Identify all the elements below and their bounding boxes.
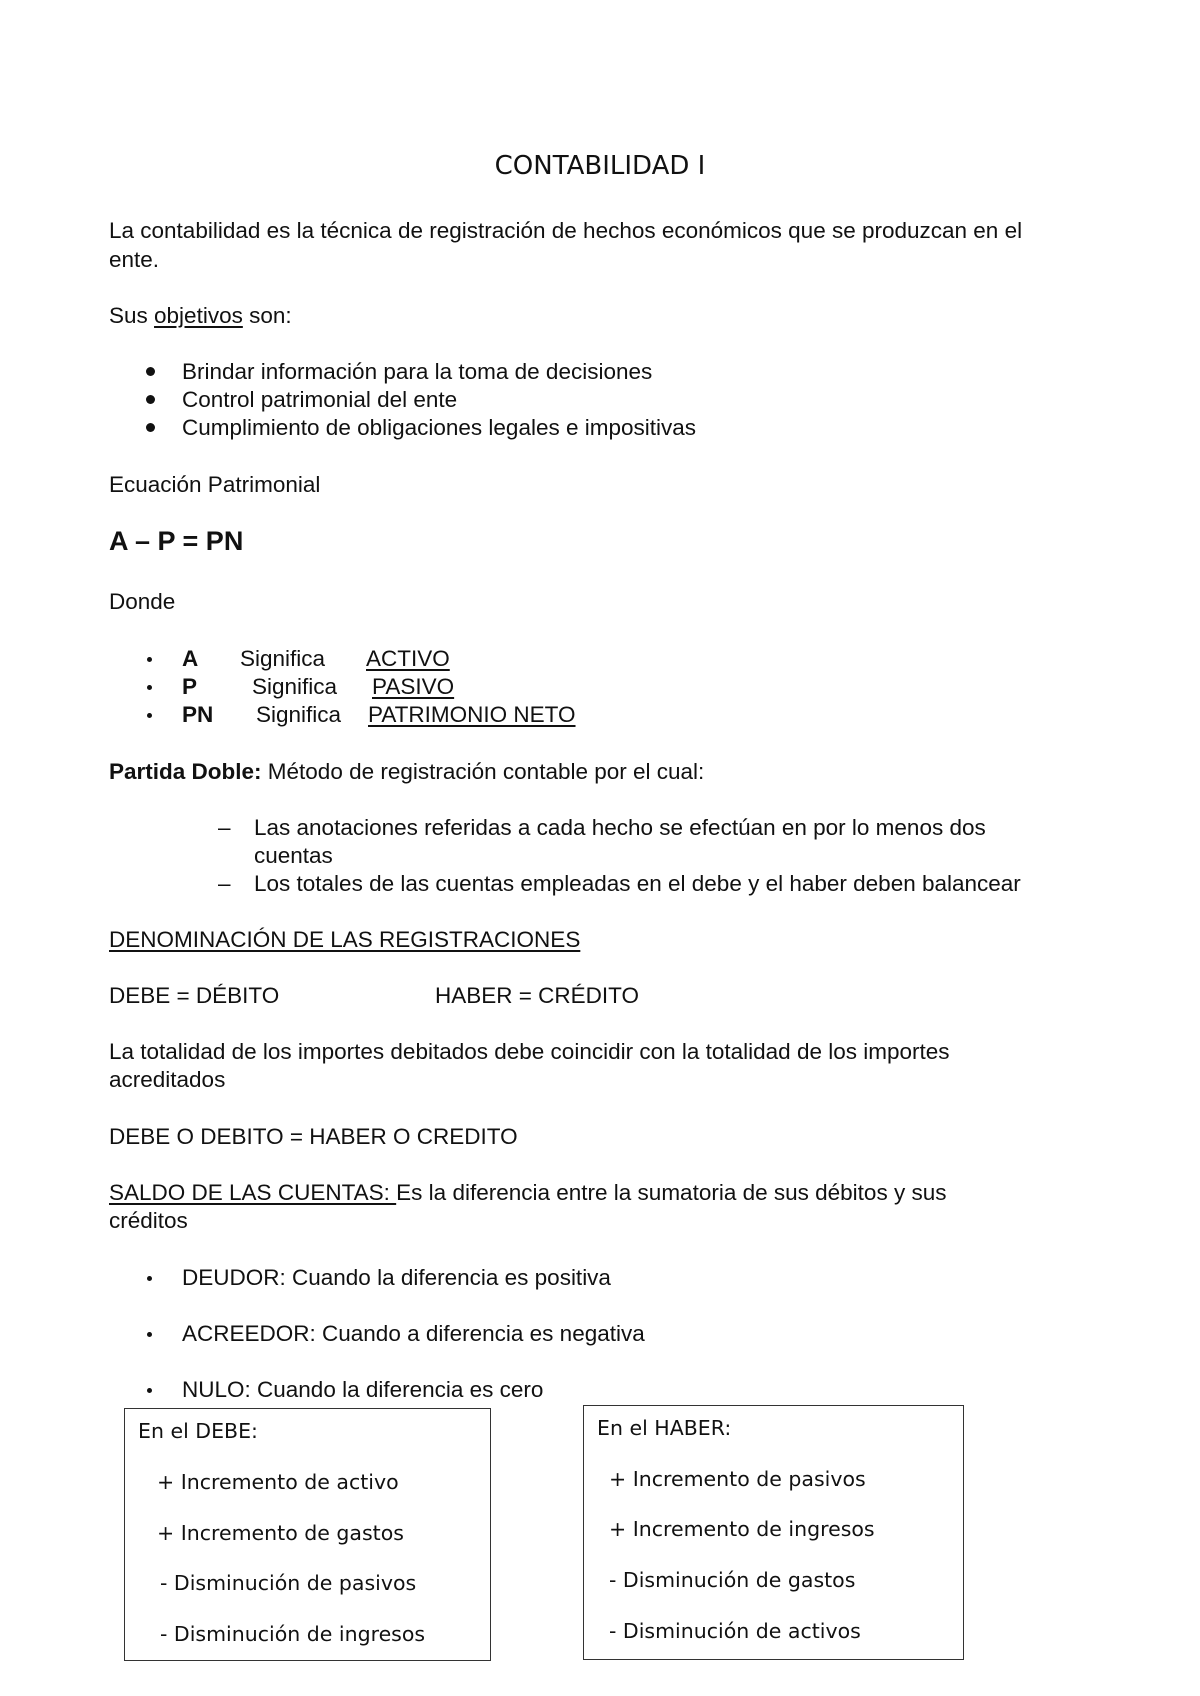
haber-box-item: + Incremento de ingresos: [609, 1517, 875, 1541]
debe-haber-equality: DEBE O DEBITO = HABER O CREDITO: [109, 1124, 518, 1149]
intro-line-1: La contabilidad es la técnica de registración de hechos económicos que se produzcan en el: [109, 218, 1023, 243]
objective-item: Control patrimonial del ente: [182, 387, 458, 412]
bullet-icon: [146, 395, 155, 404]
debe-equals-debito: DEBE = DÉBITO: [109, 983, 280, 1008]
partida-doble-label: Partida Doble:: [109, 759, 262, 784]
debe-box-item: - Disminución de ingresos: [160, 1622, 426, 1646]
equation-formula: A – P = PN: [109, 526, 244, 556]
totalidad-line-1: La totalidad de los importes debitados debe coincidir con la totalidad de los importes: [109, 1039, 950, 1064]
objectives-suffix: son:: [242, 303, 292, 328]
definition-symbol: A: [182, 646, 199, 671]
partida-doble-text: Método de registración contable por el cual:: [261, 759, 705, 784]
saldo-text: Es la diferencia entre la sumatoria de sus débitos y sus: [396, 1180, 947, 1205]
bullet-icon: [147, 1276, 152, 1281]
bullet-icon: [147, 685, 152, 690]
definition-symbol: P: [182, 674, 198, 699]
debe-box-item: + Incremento de activo: [157, 1470, 399, 1494]
saldo-item: ACREEDOR: Cuando a diferencia es negativa: [182, 1321, 645, 1346]
definition-meaning: PASIVO: [372, 674, 455, 699]
definition-verb: Significa: [240, 646, 326, 671]
registraciones-heading: DENOMINACIÓN DE LAS REGISTRACIONES: [109, 927, 581, 952]
partida-item-line: Los totales de las cuentas empleadas en el debe y el haber deben balancear: [254, 871, 1021, 896]
saldo-line-2: créditos: [109, 1208, 188, 1233]
definition-verb: Significa: [252, 674, 338, 699]
objectives-prefix: Sus: [109, 303, 155, 328]
haber-box-item: + Incremento de pasivos: [609, 1467, 866, 1491]
haber-equals-credito: HABER = CRÉDITO: [435, 983, 640, 1008]
bullet-icon: [147, 1332, 152, 1337]
definition-symbol: PN: [182, 702, 214, 727]
objective-item: Brindar información para la toma de decisiones: [182, 359, 653, 384]
partida-item-line: cuentas: [254, 843, 333, 868]
equation-heading: Ecuación Patrimonial: [109, 472, 321, 497]
objectives-intro: [109, 302, 292, 330]
partida-item-line: Las anotaciones referidas a cada hecho se efectúan en por lo menos dos: [254, 815, 986, 840]
saldo-label: SALDO DE LAS CUENTAS:: [109, 1180, 397, 1205]
haber-box-item: - Disminución de gastos: [609, 1568, 856, 1592]
haber-box-heading: En el HABER:: [597, 1416, 732, 1440]
debe-box-heading: En el DEBE:: [138, 1419, 258, 1443]
dash-icon: –: [218, 815, 231, 840]
dash-icon: –: [218, 871, 231, 896]
objective-item: Cumplimiento de obligaciones legales e impositivas: [182, 415, 697, 440]
totalidad-line-2: acreditados: [109, 1067, 226, 1092]
bullet-icon: [147, 713, 152, 718]
definition-meaning: PATRIMONIO NETO: [368, 702, 576, 727]
partida-doble-line: [109, 758, 704, 786]
debe-box-item: - Disminución de pasivos: [160, 1571, 417, 1595]
debe-box-item: + Incremento de gastos: [157, 1521, 404, 1545]
bullet-icon: [146, 367, 155, 376]
bullet-icon: [146, 423, 155, 432]
haber-box-item: - Disminución de activos: [609, 1619, 861, 1643]
saldo-item: DEUDOR: Cuando la diferencia es positiva: [182, 1265, 611, 1290]
page-title: CONTABILIDAD I: [494, 151, 706, 181]
bullet-icon: [147, 657, 152, 662]
saldo-item: NULO: Cuando la diferencia es cero: [182, 1377, 544, 1402]
definition-meaning: ACTIVO: [366, 646, 450, 671]
objectives-keyword: objetivos: [154, 303, 243, 328]
bullet-icon: [147, 1388, 152, 1393]
intro-line-2: ente.: [109, 247, 160, 272]
definition-verb: Significa: [256, 702, 342, 727]
saldo-line-1: [109, 1179, 946, 1207]
donde-label: Donde: [109, 589, 176, 614]
